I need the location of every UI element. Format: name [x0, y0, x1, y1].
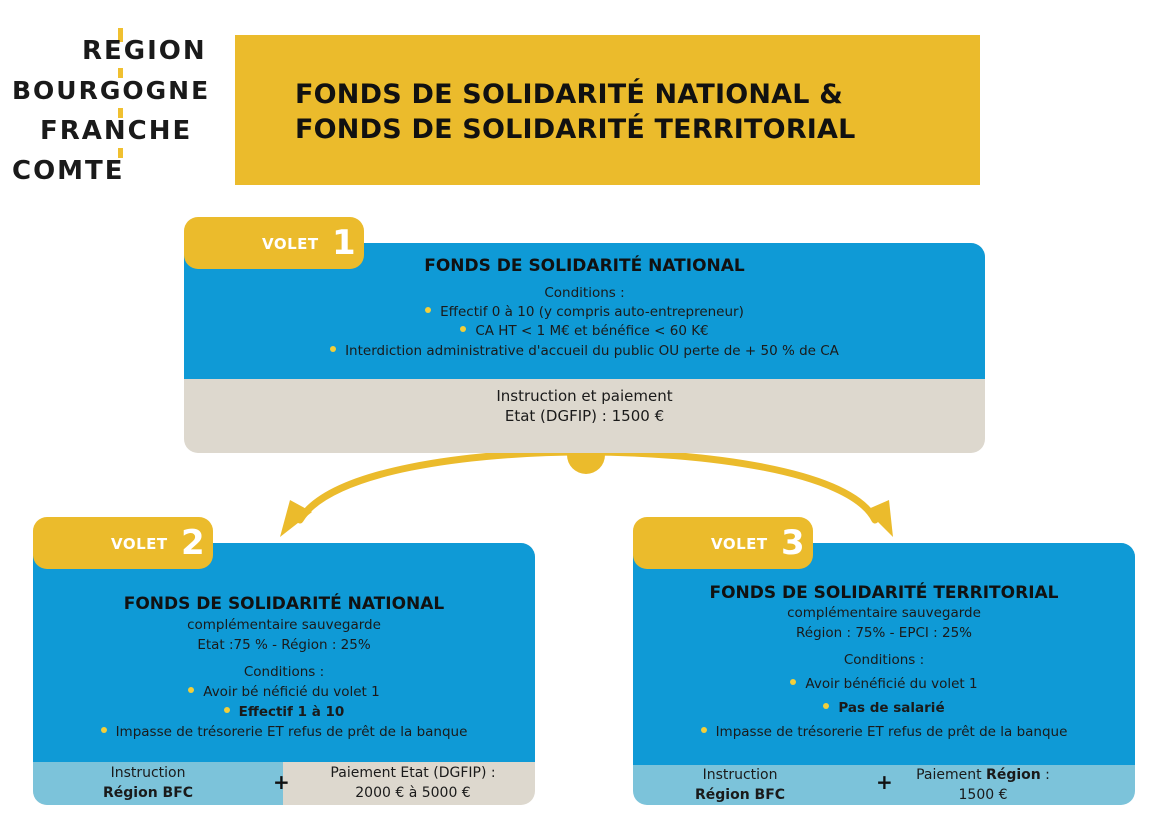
volet-2-footer-left-line-2: Région BFC	[103, 785, 194, 801]
bullet-icon	[790, 679, 796, 685]
bullet-icon	[224, 707, 230, 713]
bullet-icon	[101, 727, 107, 733]
banner-title-line-2: FONDS DE SOLIDARITÉ TERRITORIAL	[295, 114, 856, 145]
volet-3-condition-1	[633, 676, 1135, 692]
volet-2-condition-2	[33, 704, 535, 720]
bullet-icon	[701, 727, 707, 733]
volet-2-footer-right-line-1: Paiement Etat (DGFIP) :	[330, 765, 496, 781]
volet-3-subtitle: complémentaire sauvegarde	[787, 605, 981, 621]
volet-3-footer-right-line-2: 1500 €	[958, 787, 1008, 803]
volet-3-condition-3-text: Impasse de trésorerie ET refus de prêt de la banque	[715, 724, 1068, 740]
volet-1-conditions-label: Conditions :	[544, 285, 625, 301]
volet-3-footer-left-line-2: Région BFC	[695, 787, 786, 803]
volet-3-condition-2-text: Pas de salarié	[838, 700, 945, 716]
volet-1-title: FONDS DE SOLIDARITÉ NATIONAL	[424, 256, 745, 276]
volet-1-condition-2-text: CA HT < 1 M€ et bénéfice < 60 K€	[475, 323, 709, 339]
volet-3-condition-3	[633, 724, 1135, 740]
volet-3-tab-label: VOLET	[711, 535, 768, 553]
bullet-icon	[823, 703, 829, 709]
bullet-icon	[330, 346, 336, 352]
volet-3-footer-payment	[895, 765, 1071, 805]
volet-1-condition-3	[184, 343, 985, 359]
volet-1-tab-number: 1	[332, 223, 356, 263]
volet-1-tab-label: VOLET	[262, 235, 319, 253]
banner-title-line-1: FONDS DE SOLIDARITÉ NATIONAL &	[295, 79, 844, 110]
volet-3-footer-right-suffix: :	[1040, 767, 1050, 783]
volet-2-condition-1-text: Avoir bé néficié du volet 1	[203, 684, 380, 700]
volet-1-card	[184, 243, 985, 453]
volet-2-conditions-label: Conditions :	[243, 664, 325, 680]
volet-2-split: Etat :75 % - Région : 25%	[197, 637, 371, 653]
logo-line-4: COMTE	[12, 156, 125, 186]
volet-3-conditions-label: Conditions :	[843, 652, 925, 668]
volet-2-tab	[33, 517, 213, 569]
volet-3-tab-number: 3	[781, 523, 805, 563]
volet-1-condition-1-text: Effectif 0 à 10 (y compris auto-entrepreneur)	[440, 304, 744, 320]
volet-3-split: Région : 75% - EPCI : 25%	[795, 625, 973, 641]
bullet-icon	[188, 687, 194, 693]
volet-3-footer-left-line-1: Instruction	[702, 767, 778, 783]
volet-1-condition-3-text: Interdiction administrative d'accueil du public OU perte de + 50 % de CA	[345, 343, 839, 359]
volet-2-subtitle: complémentaire sauvegarde	[187, 617, 381, 633]
volet-3-plus-icon: +	[876, 770, 893, 794]
volet-2-condition-3-text: Impasse de trésorerie ET refus de prêt de la banque	[115, 724, 468, 740]
volet-2-tab-number: 2	[181, 523, 205, 563]
volet-1-condition-2	[184, 323, 985, 339]
volet-1-condition-1	[184, 304, 985, 320]
volet-3-card	[633, 543, 1135, 805]
volet-3-title: FONDS DE SOLIDARITÉ TERRITORIAL	[709, 583, 1059, 603]
volet-2-condition-3	[33, 724, 535, 740]
logo-line-2: BOURGOGNE	[12, 76, 211, 105]
volet-2-card	[33, 543, 535, 805]
volet-1-footer-line-1: Instruction et paiement	[496, 387, 673, 405]
volet-2-footer-left-line-1: Instruction	[110, 765, 186, 781]
volet-2-footer-right-line-2: 2000 € à 5000 €	[355, 785, 471, 801]
volet-3-footer-right-prefix: Paiement	[916, 767, 987, 783]
volet-2-plus-icon: +	[273, 770, 290, 794]
volet-2-condition-2-text: Effectif 1 à 10	[238, 704, 345, 720]
arrow-head-volet-3	[866, 500, 893, 537]
volet-1-tab	[184, 217, 364, 269]
volet-3-condition-1-text: Avoir bénéficié du volet 1	[805, 676, 978, 692]
volet-2-footer-instruction	[103, 763, 193, 803]
arrow-head-volet-2	[280, 500, 312, 537]
volet-3-condition-2	[633, 700, 1135, 716]
volet-2-condition-1	[33, 684, 535, 700]
arrow-to-volet-3	[585, 452, 875, 520]
bullet-icon	[460, 326, 466, 332]
volet-3-tab	[633, 517, 813, 569]
volet-2-tab-label: VOLET	[111, 535, 168, 553]
volet-3-footer-instruction	[695, 765, 785, 805]
volet-2-title: FONDS DE SOLIDARITÉ NATIONAL	[123, 594, 445, 614]
volet-1-footer-line-2: Etat (DGFIP) : 1500 €	[504, 407, 665, 425]
logo-line-3: FRANCHE	[40, 116, 193, 146]
volet-3-footer-right-region: Région	[986, 767, 1041, 783]
bullet-icon	[425, 307, 431, 313]
volet-2-footer-payment	[295, 763, 531, 803]
volet-3-footer-right-line-1	[895, 765, 1071, 785]
volet-1-footer	[184, 386, 985, 426]
logo-line-1: REGION	[82, 36, 207, 66]
arrow-to-volet-2	[300, 452, 585, 520]
